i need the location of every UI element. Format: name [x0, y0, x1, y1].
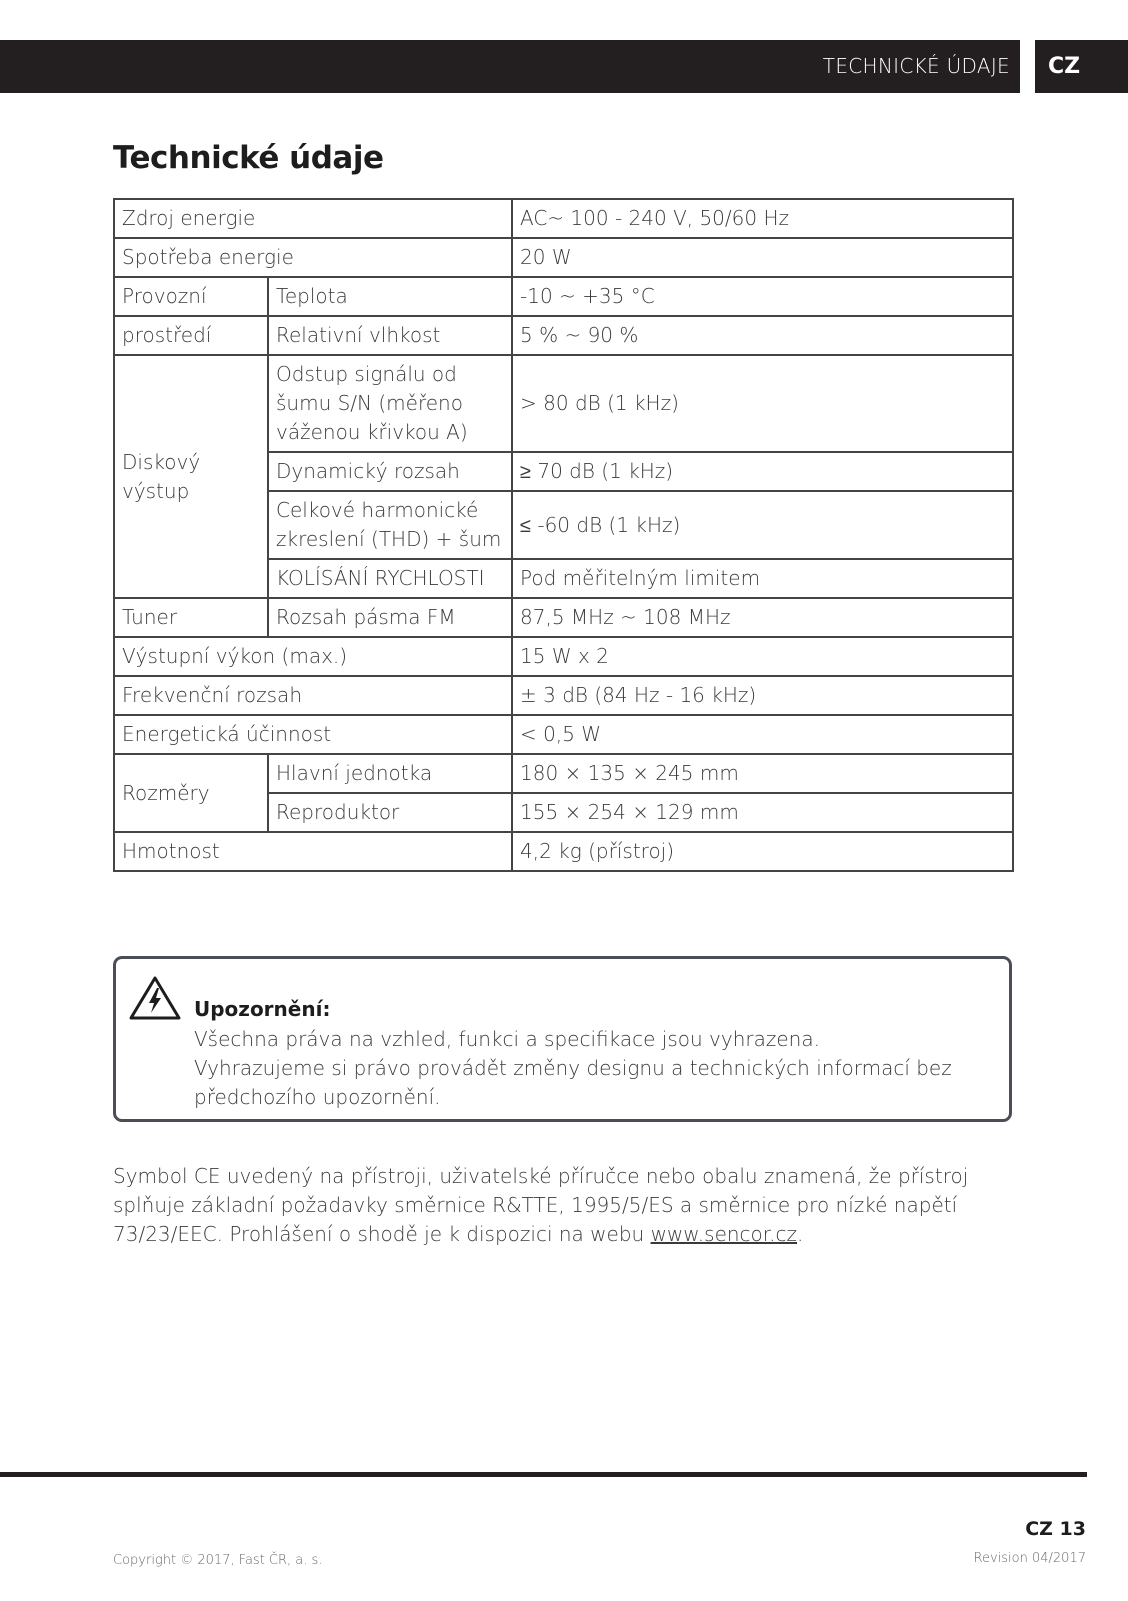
table-row: [114, 316, 1013, 355]
spec-label: Rozsah pásma FM: [268, 598, 512, 637]
ce-line: splňuje základní požadavky směrnice R&TTE, 1995/5/ES a směrnice pro nízké napětí: [113, 1193, 958, 1217]
spec-label: Zdroj energie: [114, 199, 512, 238]
spec-group-label: Provozní: [114, 277, 268, 316]
warning-line: Všechna práva na vzhled, funkci a specifikace jsou vyhrazena.: [194, 1027, 820, 1051]
spec-group-label: [114, 355, 268, 598]
snr-label-line2: šumu S/N (měřeno: [276, 391, 463, 415]
spec-label: Frekvenční rozsah: [114, 676, 512, 715]
snr-label-line1: Odstup signálu od: [276, 362, 457, 386]
spec-label: Teplota: [268, 277, 512, 316]
spec-group-label: Rozměry: [114, 754, 268, 832]
spec-value: 87,5 MHz ~ 108 MHz: [512, 598, 1013, 637]
copyright: Copyright © 2017, Fast ČR, a. s.: [113, 1553, 323, 1568]
table-row: [114, 832, 1013, 871]
language-tab: CZ: [1035, 40, 1128, 93]
thd-label-line2: zkreslení (THD) + šum: [276, 527, 502, 551]
table-row: [114, 238, 1013, 277]
table-row: [114, 598, 1013, 637]
ce-notice: [113, 1162, 1013, 1249]
high-voltage-warning-icon: [129, 975, 181, 1021]
spec-value: > 80 dB (1 kHz): [512, 355, 1013, 452]
section-title: TECHNICKÉ ÚDAJE: [822, 54, 1010, 78]
spec-value: 5 % ~ 90 %: [512, 316, 1013, 355]
spec-value: 20 W: [512, 238, 1013, 277]
table-row: [114, 277, 1013, 316]
ce-line-suffix: .: [797, 1222, 804, 1246]
spec-label: Energetická účinnost: [114, 715, 512, 754]
spec-value: 15 W x 2: [512, 637, 1013, 676]
sencor-website-link[interactable]: www.sencor.cz: [650, 1222, 798, 1246]
spec-label: Reproduktor: [268, 793, 512, 832]
thd-label-line1: Celkové harmonické: [276, 498, 479, 522]
footer-divider: [0, 1472, 1087, 1477]
warning-line: předchozího upozornění.: [194, 1085, 441, 1109]
spec-value: Pod měřitelným limitem: [512, 559, 1013, 598]
warning-title: Upozornění:: [194, 997, 331, 1021]
warning-text: [194, 1025, 994, 1112]
spec-value: -10 ~ +35 °C: [512, 277, 1013, 316]
spec-table: [113, 198, 1014, 872]
ce-line-prefix: 73/23/EEC. Prohlášení o shodě je k dispozici na webu: [113, 1222, 651, 1246]
spec-label: [268, 355, 512, 452]
table-row: [114, 199, 1013, 238]
spec-label: Relativní vlhkost: [268, 316, 512, 355]
page-title: Technické údaje: [113, 140, 384, 176]
header-bar: [0, 40, 1020, 93]
spec-label: Výstupní výkon (max.): [114, 637, 512, 676]
warning-box: [113, 956, 1012, 1122]
table-row: [114, 715, 1013, 754]
ce-line: [113, 1220, 1013, 1249]
spec-value: < 0,5 W: [512, 715, 1013, 754]
spec-label: Dynamický rozsah: [268, 452, 512, 491]
spec-value: ≥ 70 dB (1 kHz): [512, 452, 1013, 491]
spec-value: ± 3 dB (84 Hz - 16 kHz): [512, 676, 1013, 715]
spec-group-label: prostředí: [114, 316, 268, 355]
snr-label-line3: váženou křivkou A): [276, 420, 468, 444]
spec-value: AC~ 100 - 240 V, 50/60 Hz: [512, 199, 1013, 238]
spec-label: Hmotnost: [114, 832, 512, 871]
spec-group-label: Tuner: [114, 598, 268, 637]
spec-value: ≤ -60 dB (1 kHz): [512, 491, 1013, 559]
spec-label: [268, 491, 512, 559]
spec-label: Spotřeba energie: [114, 238, 512, 277]
table-row: [114, 355, 1013, 452]
ce-line: Symbol CE uvedený na přístroji, uživatelské příručce nebo obalu znamená, že přístroj: [113, 1164, 969, 1188]
spec-value: 155 × 254 × 129 mm: [512, 793, 1013, 832]
disc-output-label-line1: Diskový: [122, 449, 201, 474]
revision: Revision 04/2017: [973, 1551, 1086, 1566]
page-number: CZ 13: [1025, 1518, 1086, 1540]
spec-label: KOLÍSÁNÍ RYCHLOSTI: [268, 559, 512, 598]
spec-value: 180 × 135 × 245 mm: [512, 754, 1013, 793]
warning-line: Vyhrazujeme si právo provádět změny designu a technických informací bez: [194, 1056, 952, 1080]
spec-value: 4,2 kg (přístroj): [512, 832, 1013, 871]
spec-label: Hlavní jednotka: [268, 754, 512, 793]
disc-output-label-line2: výstup: [122, 478, 190, 503]
table-row: [114, 754, 1013, 793]
table-row: [114, 637, 1013, 676]
table-row: [114, 676, 1013, 715]
